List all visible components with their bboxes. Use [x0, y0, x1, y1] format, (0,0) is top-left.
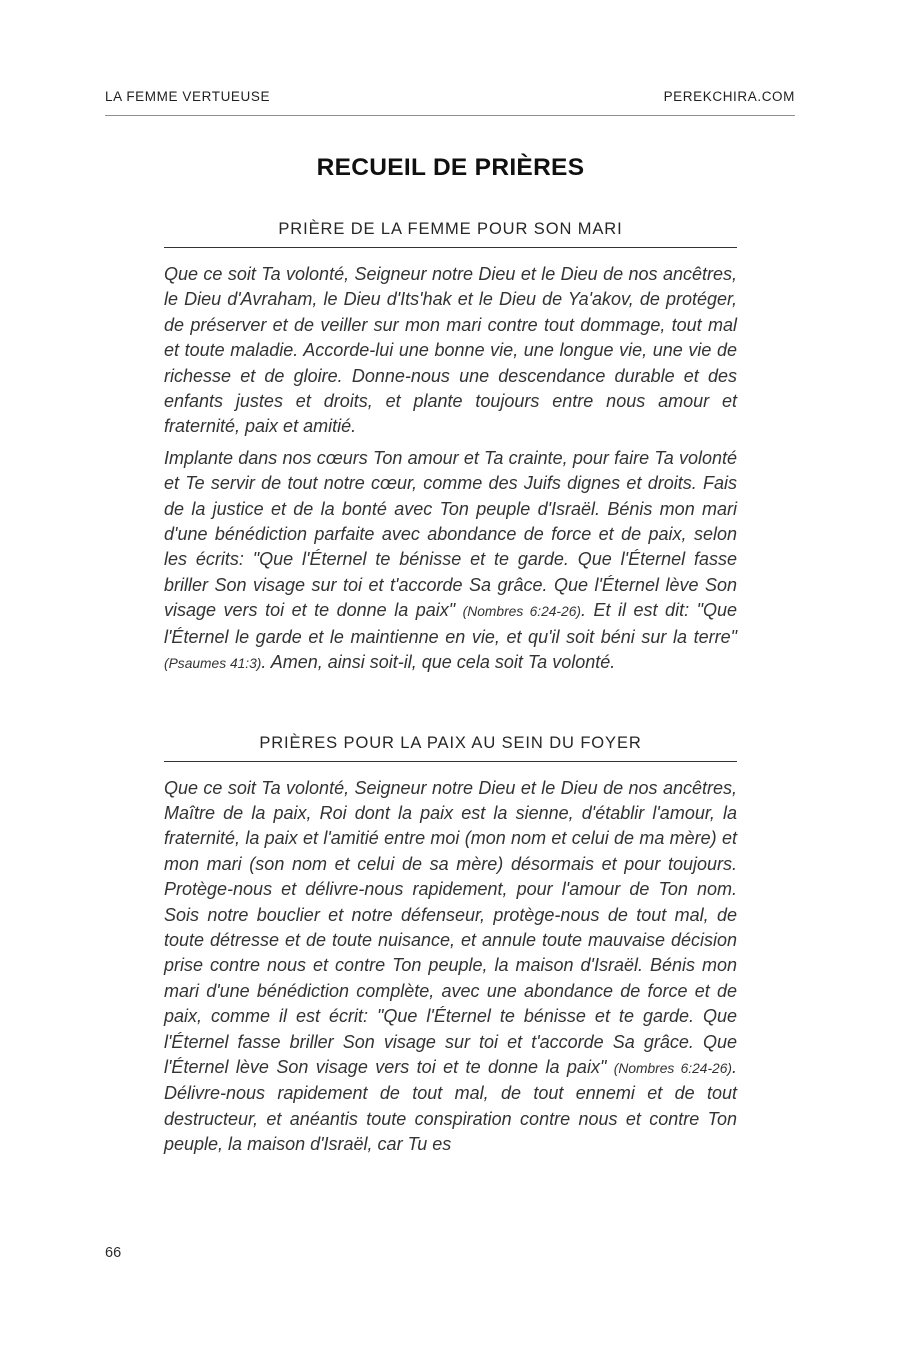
prayer-text: Que ce soit Ta volonté, Seigneur notre Dieu et le Dieu de nos ancêtres, Maître de la paix, Roi dont la paix est la sienne, d'établir l'amour, la fraternité, la paix et l'amitié entre moi (mon nom et celui de ma mère) et mon mari (son nom et celui de sa mère) désormais et pour toujours. Protège-nous et délivre-nous rapidement, pour l'amour de Ton nom. Sois notre bouclier et notre défenseur, protège-nous de tout mal, de toute détresse et de toute nuisance, et annule toute mauvaise décision prise contre nous et contre Ton peuple, la maison d'Israël. Bénis mon mari d'une bénédiction complète, avec une abondance de force et de paix, comme il est écrit: "Que l'Éternel te bénisse et te garde. Que l'Éternel fasse briller Son visage sur toi et t'accorde Sa grâce. Que l'Éternel lève Son visage vers toi et te donne la paix" — [164, 777, 737, 1077]
section-heading-underline — [164, 247, 737, 248]
prayer-paragraph — [164, 776, 737, 1158]
section-heading: PRIÈRES POUR LA PAIX AU SEIN DU FOYER — [259, 733, 642, 752]
prayer-text: . Amen, ainsi soit-il, que cela soit Ta volonté. — [261, 652, 616, 673]
page-number: 66 — [105, 1245, 122, 1261]
section-heading: PRIÈRE DE LA FEMME POUR SON MARI — [278, 220, 623, 238]
prayer-section — [164, 219, 737, 677]
running-header-right: PEREKCHIRA.COM — [663, 89, 795, 104]
header-divider — [105, 115, 795, 116]
running-header — [105, 89, 795, 104]
prayer-text: . Délivre-nous rapidement de tout mal, de tout ennemi et de tout destructeur, et anéantis toute conspiration contre nous et contre Ton peuple, la maison d'Israël, car Tu es — [164, 1056, 737, 1155]
scripture-citation: (Psaumes 41:3) — [164, 656, 262, 672]
section-heading-underline — [164, 761, 737, 762]
prayer-paragraph — [164, 446, 737, 677]
prayer-text: Que ce soit Ta volonté, Seigneur notre Dieu et le Dieu de nos ancêtres, le Dieu d'Avraham, le Dieu d'Its'hak et le Dieu de Ya'akov, de protéger, de préserver et de veiller sur mon mari contre tout dommage, tout mal et toute maladie. Accorde-lui une bonne vie, une longue vie, une vie de richesse et de gloire. Donne-nous une descendance durable et des enfants justes et droits, et plante toujours entre nous amour et fraternité, paix et amitié. — [164, 264, 737, 437]
running-header-left: LA FEMME VERTUEUSE — [105, 89, 271, 104]
scripture-citation: (Nombres 6:24-26) — [613, 1060, 732, 1076]
prayer-paragraph — [164, 262, 737, 440]
scripture-citation: (Nombres 6:24-26) — [462, 604, 581, 620]
page-title: RECUEIL DE PRIÈRES — [316, 154, 585, 181]
prayer-section — [164, 733, 737, 1158]
prayer-text: . Et il est dit: "Que l'Éternel le garde et le maintienne en vie, et qu'il soit béni sur la terre" — [164, 600, 737, 647]
prayer-text: Implante dans nos cœurs Ton amour et Ta crainte, pour faire Ta volonté et Te servir de tout notre cœur, comme des Juifs dignes et droits. Fais de la justice et de la bonté avec Ton peuple d'Israël. Bénis mon mari d'une bénédiction parfaite avec abondance de force et de paix, selon les écrits: "Que l'Éternel te bénisse et te garde. Que l'Éternel fasse briller Son visage sur toi et t'accorde Sa grâce. Que l'Éternel lève Son visage vers toi et te donne la paix" — [164, 447, 737, 621]
content — [164, 219, 737, 1158]
